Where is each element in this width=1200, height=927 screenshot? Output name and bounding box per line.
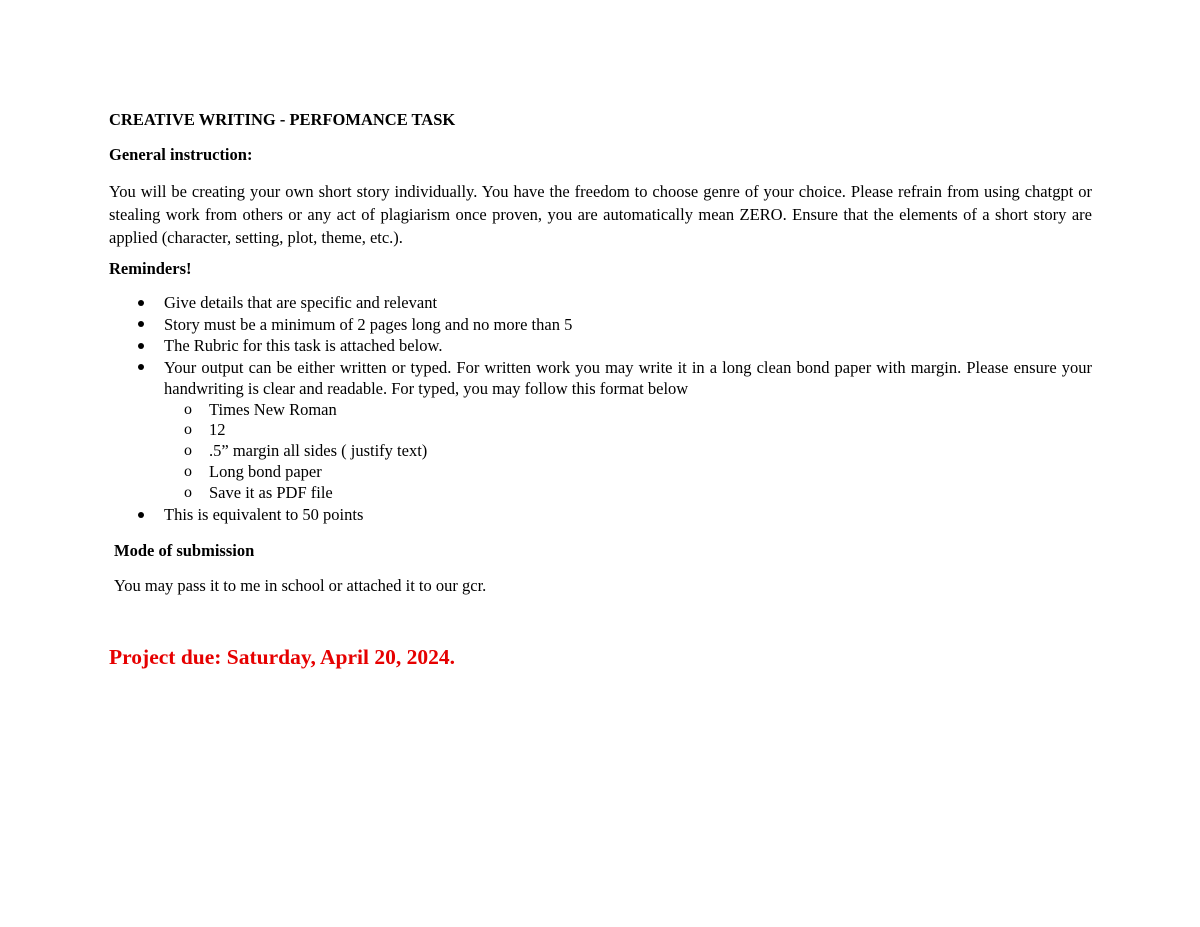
bullet-icon xyxy=(138,364,144,370)
reminder-text: Story must be a minimum of 2 pages long and no more than 5 xyxy=(164,314,573,334)
reminders-list xyxy=(109,292,1092,526)
reminder-text: This is equivalent to 50 points xyxy=(164,505,364,525)
format-text: .5” margin all sides ( justify text) xyxy=(209,441,428,461)
circle-bullet-icon: o xyxy=(184,421,192,439)
bullet-icon xyxy=(138,300,144,306)
reminder-item xyxy=(109,504,1092,526)
bullet-icon xyxy=(138,512,144,518)
format-text: Long bond paper xyxy=(209,461,322,481)
circle-bullet-icon: o xyxy=(184,400,192,418)
reminder-item xyxy=(109,357,1092,504)
general-instruction-heading: General instruction: xyxy=(109,145,253,164)
format-text: Save it as PDF file xyxy=(209,482,333,502)
document-title: CREATIVE WRITING - PERFOMANCE TASK xyxy=(109,110,456,129)
format-item xyxy=(164,400,1092,421)
general-instruction-body: You will be creating your own short story individually. You have the freedom to choose genre of your choice. Please refrain from using chatgpt or stealing work from others or any act of plagiarism once proven, you are automatically mean ZERO. Ensure that the elements of a short story are applied (character, setting, plot, theme, etc.). xyxy=(109,182,1092,247)
circle-bullet-icon: o xyxy=(184,483,192,501)
project-due-date: Project due: Saturday, April 20, 2024. xyxy=(109,645,455,669)
mode-of-submission-heading: Mode of submission xyxy=(114,541,255,560)
reminder-item xyxy=(109,314,1092,336)
bullet-icon xyxy=(138,321,144,327)
mode-of-submission-body: You may pass it to me in school or attached it to our gcr. xyxy=(114,576,487,595)
format-item xyxy=(164,441,1092,462)
reminders-heading: Reminders! xyxy=(109,259,192,278)
reminder-text: Your output can be either written or typed. For written work you may write it in a long clean bond paper with margin. Please ensure your handwriting is clear and readable. For typed, you may follow this format below xyxy=(164,357,1092,398)
reminder-item xyxy=(109,292,1092,314)
format-text: Times New Roman xyxy=(209,399,337,419)
format-text: 12 xyxy=(209,420,226,440)
bullet-icon xyxy=(138,343,144,349)
format-list xyxy=(164,400,1092,504)
format-item xyxy=(164,462,1092,483)
reminder-item xyxy=(109,335,1092,357)
reminder-text: Give details that are specific and relevant xyxy=(164,293,438,312)
circle-bullet-icon: o xyxy=(184,442,192,460)
format-item xyxy=(164,483,1092,504)
reminder-text: The Rubric for this task is attached below. xyxy=(164,336,443,355)
circle-bullet-icon: o xyxy=(184,462,192,480)
format-item xyxy=(164,420,1092,441)
